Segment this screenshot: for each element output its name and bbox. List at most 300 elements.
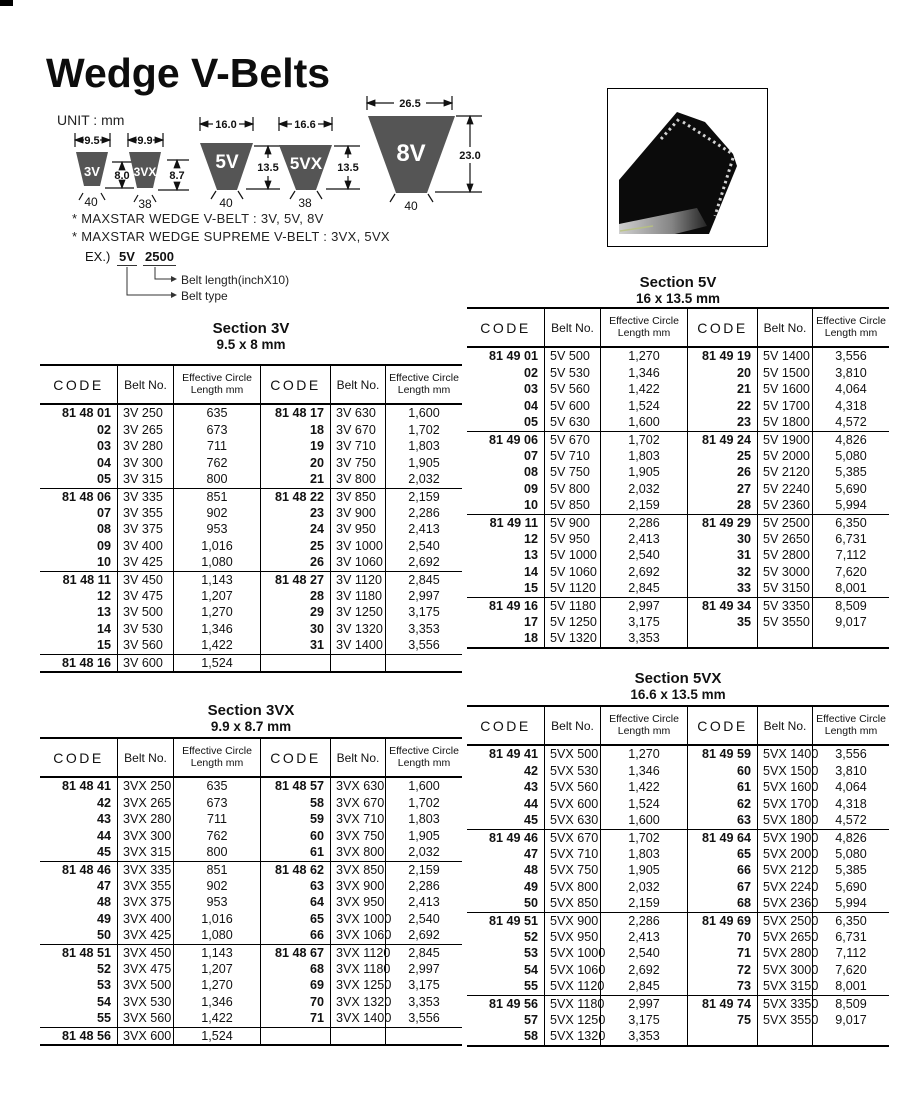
cell-code: 81 49 11 bbox=[489, 515, 538, 530]
cell-code: 28 bbox=[687, 497, 757, 514]
cell-belt-no: 3VX 425 bbox=[117, 927, 173, 944]
cell-belt-no: 3V 335 bbox=[117, 489, 173, 505]
header-belt-no: Belt No. bbox=[117, 739, 173, 776]
cell-belt-no: 5VX 3000 bbox=[757, 962, 812, 979]
section-3v-heading bbox=[40, 320, 462, 353]
cell-effective-length: 1,422 bbox=[600, 381, 687, 398]
example-belt-length-value: 2500 bbox=[145, 249, 174, 264]
table-row bbox=[467, 448, 889, 465]
cell-effective-length: 2,413 bbox=[385, 521, 462, 538]
table-row bbox=[467, 862, 889, 879]
dim-5v-width: 16.0 bbox=[215, 119, 237, 131]
cell-effective-length: 2,540 bbox=[385, 911, 462, 928]
table-row bbox=[40, 961, 462, 978]
table-row bbox=[467, 531, 889, 548]
cell-effective-length: 3,556 bbox=[812, 348, 889, 365]
cell-belt-no: 3VX 800 bbox=[330, 844, 385, 861]
cell-code: 45 bbox=[523, 813, 538, 828]
header-belt-no: Belt No. bbox=[544, 309, 600, 346]
cell-effective-length: 3,175 bbox=[385, 977, 462, 994]
cell-effective-length: 800 bbox=[173, 844, 260, 861]
cell-belt-no: 3V 425 bbox=[117, 554, 173, 571]
table-body bbox=[467, 348, 889, 647]
cell-belt-no: 3VX 1120 bbox=[330, 945, 385, 961]
cell-effective-length: 1,346 bbox=[173, 621, 260, 638]
cell-belt-no: 3V 530 bbox=[117, 621, 173, 638]
dim-8v-height: 23.0 bbox=[459, 150, 481, 162]
cell-belt-no: 5VX 1400 bbox=[757, 746, 812, 763]
cell-belt-no: 3VX 400 bbox=[117, 911, 173, 928]
table-row bbox=[40, 422, 462, 439]
cell-belt-no: 3VX 250 bbox=[117, 778, 173, 795]
cell-code: 71 bbox=[260, 1010, 330, 1027]
cell-code: 05 bbox=[96, 472, 111, 487]
cell-effective-length: 2,997 bbox=[600, 996, 687, 1012]
cell-code: 43 bbox=[96, 812, 111, 827]
cell-effective-length: 2,413 bbox=[385, 894, 462, 911]
cell-belt-no: 3VX 670 bbox=[330, 795, 385, 812]
cell-effective-length: 1,346 bbox=[600, 763, 687, 780]
angle-8v: 40 bbox=[404, 199, 418, 213]
cell-effective-length bbox=[385, 1028, 462, 1044]
cell-code: 81 48 67 bbox=[260, 945, 330, 961]
cell-code: 30 bbox=[260, 621, 330, 638]
cell-code: 81 48 01 bbox=[61, 406, 111, 420]
cell-belt-no: 3VX 900 bbox=[330, 878, 385, 895]
cell-code: 02 bbox=[96, 422, 111, 437]
table-row bbox=[467, 929, 889, 946]
cell-code: 15 bbox=[96, 638, 111, 653]
cell-code: 44 bbox=[523, 796, 538, 811]
header-effective-length: Effective Circle Length mm bbox=[173, 366, 260, 403]
cell-belt-no: 5VX 3550 bbox=[757, 1012, 812, 1029]
cell-effective-length bbox=[385, 655, 462, 671]
unit-label: UNIT : mm bbox=[57, 112, 125, 128]
cell-code: 22 bbox=[687, 398, 757, 415]
dim-5v-height: 13.5 bbox=[257, 162, 279, 174]
cell-effective-length: 5,385 bbox=[812, 862, 889, 879]
profile-5v-label: 5V bbox=[215, 152, 239, 173]
cell-belt-no: 5V 1900 bbox=[757, 432, 812, 448]
cell-belt-no: 5V 3150 bbox=[757, 580, 812, 597]
table-row bbox=[467, 497, 889, 514]
cell-belt-no bbox=[757, 1028, 812, 1045]
cell-effective-length: 3,556 bbox=[812, 746, 889, 763]
table-header-row bbox=[467, 707, 889, 746]
cell-effective-length: 8,509 bbox=[812, 598, 889, 614]
cell-effective-length: 2,159 bbox=[600, 895, 687, 912]
cell-code: 13 bbox=[523, 548, 538, 563]
table-row bbox=[467, 978, 889, 995]
cell-code: 64 bbox=[260, 894, 330, 911]
cell-code: 81 48 06 bbox=[61, 489, 111, 504]
cell-effective-length: 2,286 bbox=[600, 515, 687, 531]
table-row bbox=[467, 1028, 889, 1045]
cell-effective-length: 1,143 bbox=[173, 572, 260, 588]
cell-effective-length: 2,540 bbox=[600, 547, 687, 564]
cell-effective-length: 3,556 bbox=[385, 1010, 462, 1027]
cell-code: 17 bbox=[523, 614, 538, 629]
table-row bbox=[40, 621, 462, 638]
cell-belt-no: 5V 600 bbox=[544, 398, 600, 415]
section-title: Section 3VX bbox=[207, 702, 295, 719]
cell-effective-length: 4,572 bbox=[812, 812, 889, 829]
cell-effective-length: 7,112 bbox=[812, 547, 889, 564]
dim-5vx-width: 16.6 bbox=[294, 119, 316, 131]
cell-effective-length: 5,690 bbox=[812, 481, 889, 498]
cell-code: 59 bbox=[260, 811, 330, 828]
cell-belt-no: 3VX 1250 bbox=[330, 977, 385, 994]
section-title: Section 5VX bbox=[634, 670, 722, 687]
cell-code: 25 bbox=[687, 448, 757, 465]
section-5v-heading bbox=[467, 274, 889, 307]
table-row bbox=[40, 911, 462, 928]
cell-effective-length: 2,845 bbox=[385, 572, 462, 588]
cell-effective-length: 2,692 bbox=[600, 564, 687, 581]
cell-effective-length: 3,810 bbox=[812, 365, 889, 382]
cell-belt-no: 3VX 560 bbox=[117, 1010, 173, 1027]
cell-belt-no bbox=[330, 655, 385, 671]
header-code: CODE bbox=[480, 319, 531, 336]
page-title: Wedge V-Belts bbox=[46, 50, 331, 96]
cell-effective-length: 953 bbox=[173, 894, 260, 911]
cell-belt-no: 5VX 1500 bbox=[757, 763, 812, 780]
section-5v-table bbox=[467, 307, 889, 649]
cell-belt-no: 5V 950 bbox=[544, 531, 600, 548]
cell-belt-no: 3V 400 bbox=[117, 538, 173, 555]
cell-belt-no: 5V 1500 bbox=[757, 365, 812, 382]
cell-belt-no: 5VX 710 bbox=[544, 846, 600, 863]
cell-effective-length: 2,413 bbox=[600, 929, 687, 946]
cell-code: 61 bbox=[687, 779, 757, 796]
cell-belt-no: 5VX 1600 bbox=[757, 779, 812, 796]
cell-belt-no: 5VX 600 bbox=[544, 796, 600, 813]
cell-effective-length: 902 bbox=[173, 505, 260, 522]
cell-effective-length bbox=[812, 1028, 889, 1045]
table-body bbox=[40, 778, 462, 1044]
cell-code: 81 49 19 bbox=[687, 348, 757, 365]
cell-code: 03 bbox=[523, 382, 538, 397]
cell-effective-length: 7,112 bbox=[812, 945, 889, 962]
cell-effective-length: 2,692 bbox=[600, 962, 687, 979]
cell-belt-no: 5VX 1700 bbox=[757, 796, 812, 813]
header-effective-length: Effective Circle Length mm bbox=[385, 739, 462, 776]
cell-code: 81 48 17 bbox=[260, 405, 330, 422]
cell-belt-no: 5V 900 bbox=[544, 515, 600, 531]
cell-belt-no: 5V 2500 bbox=[757, 515, 812, 531]
header-belt-no: Belt No. bbox=[544, 707, 600, 744]
cell-code: 43 bbox=[523, 780, 538, 795]
cell-belt-no: 3VX 950 bbox=[330, 894, 385, 911]
cell-effective-length: 2,159 bbox=[600, 497, 687, 514]
cell-code: 09 bbox=[523, 481, 538, 496]
table-row bbox=[467, 348, 889, 365]
cell-code: 81 48 57 bbox=[260, 778, 330, 795]
cell-code: 53 bbox=[523, 946, 538, 961]
table-row bbox=[467, 912, 889, 929]
cell-effective-length: 1,207 bbox=[173, 588, 260, 605]
cell-effective-length: 1,422 bbox=[173, 1010, 260, 1027]
cell-effective-length: 2,997 bbox=[385, 588, 462, 605]
header-effective-length: Effective Circle Length mm bbox=[173, 739, 260, 776]
cell-code: 54 bbox=[96, 994, 111, 1009]
cell-code: 45 bbox=[96, 845, 111, 860]
cell-belt-no: 3VX 265 bbox=[117, 795, 173, 812]
header-code: CODE bbox=[260, 366, 330, 403]
cell-effective-length: 902 bbox=[173, 878, 260, 895]
cell-code: 61 bbox=[260, 844, 330, 861]
cell-effective-length: 2,286 bbox=[600, 913, 687, 929]
cell-belt-no: 3V 1000 bbox=[330, 538, 385, 555]
table-row bbox=[467, 464, 889, 481]
cell-belt-no: 5VX 2800 bbox=[757, 945, 812, 962]
cell-belt-no: 3VX 450 bbox=[117, 945, 173, 961]
cell-belt-no: 5VX 1320 bbox=[544, 1028, 600, 1045]
cell-code: 31 bbox=[260, 637, 330, 654]
cell-belt-no: 3V 250 bbox=[117, 405, 173, 422]
cell-code: 23 bbox=[687, 414, 757, 431]
cell-code: 81 49 74 bbox=[687, 996, 757, 1012]
table-row bbox=[467, 414, 889, 431]
cell-effective-length: 1,524 bbox=[600, 796, 687, 813]
cell-effective-length: 2,286 bbox=[385, 505, 462, 522]
header-belt-no: Belt No. bbox=[330, 739, 385, 776]
table-row bbox=[40, 878, 462, 895]
header-effective-length: Effective Circle Length mm bbox=[385, 366, 462, 403]
cell-code: 32 bbox=[687, 564, 757, 581]
cell-code: 72 bbox=[687, 962, 757, 979]
cell-belt-no: 3V 600 bbox=[117, 655, 173, 671]
cell-effective-length: 4,318 bbox=[812, 398, 889, 415]
cell-belt-no: 5V 3350 bbox=[757, 598, 812, 614]
dim-5vx-height: 13.5 bbox=[337, 162, 359, 174]
cell-belt-no: 5V 500 bbox=[544, 348, 600, 365]
table-row bbox=[467, 763, 889, 780]
table-row bbox=[40, 654, 462, 671]
cell-effective-length: 2,032 bbox=[600, 481, 687, 498]
cell-belt-no: 3V 1060 bbox=[330, 554, 385, 571]
cell-code: 10 bbox=[523, 498, 538, 513]
cell-belt-no: 5VX 1900 bbox=[757, 830, 812, 846]
cell-belt-no bbox=[330, 1028, 385, 1044]
profile-3v-label: 3V bbox=[84, 164, 100, 179]
cell-effective-length: 2,159 bbox=[385, 862, 462, 878]
table-row bbox=[40, 521, 462, 538]
cell-effective-length: 711 bbox=[173, 811, 260, 828]
table-row bbox=[467, 779, 889, 796]
cell-code: 67 bbox=[687, 879, 757, 896]
cell-belt-no: 5VX 530 bbox=[544, 763, 600, 780]
cell-code: 14 bbox=[523, 564, 538, 579]
table-row bbox=[467, 630, 889, 647]
cell-code: 21 bbox=[260, 471, 330, 488]
cell-code: 08 bbox=[96, 522, 111, 537]
profile-8v-label: 8V bbox=[396, 140, 426, 167]
cell-effective-length: 3,353 bbox=[385, 994, 462, 1011]
cell-code bbox=[260, 1028, 330, 1044]
table-row bbox=[40, 977, 462, 994]
cell-effective-length: 673 bbox=[173, 795, 260, 812]
cell-code: 04 bbox=[96, 455, 111, 470]
table-row bbox=[467, 995, 889, 1012]
cell-belt-no bbox=[757, 630, 812, 647]
table-row bbox=[467, 431, 889, 448]
cell-belt-no: 5VX 1060 bbox=[544, 962, 600, 979]
cell-code: 47 bbox=[523, 846, 538, 861]
cell-belt-no: 5VX 3350 bbox=[757, 996, 812, 1012]
cell-effective-length: 9,017 bbox=[812, 614, 889, 631]
cell-effective-length: 1,270 bbox=[600, 746, 687, 763]
header-code: CODE bbox=[687, 309, 757, 346]
cell-code: 20 bbox=[260, 455, 330, 472]
cell-effective-length: 1,702 bbox=[600, 830, 687, 846]
cell-effective-length: 1,422 bbox=[600, 779, 687, 796]
cell-effective-length: 3,353 bbox=[600, 630, 687, 647]
cell-effective-length: 1,803 bbox=[600, 846, 687, 863]
cell-belt-no: 3V 630 bbox=[330, 405, 385, 422]
cell-effective-length: 3,175 bbox=[385, 604, 462, 621]
cell-belt-no: 5VX 670 bbox=[544, 830, 600, 846]
table-row bbox=[40, 1010, 462, 1027]
cell-effective-length: 2,540 bbox=[600, 945, 687, 962]
cell-belt-no: 5VX 1250 bbox=[544, 1012, 600, 1029]
table-row bbox=[467, 398, 889, 415]
example-type-caption: Belt type bbox=[181, 289, 228, 303]
cell-code: 12 bbox=[96, 588, 111, 603]
cell-code: 27 bbox=[687, 481, 757, 498]
section-3vx-heading bbox=[40, 702, 462, 735]
cell-code: 81 49 56 bbox=[488, 996, 538, 1011]
table-body bbox=[40, 405, 462, 671]
cell-effective-length: 2,159 bbox=[385, 489, 462, 505]
table-row bbox=[40, 455, 462, 472]
table-header-row bbox=[467, 309, 889, 348]
cell-effective-length: 4,064 bbox=[812, 779, 889, 796]
cell-effective-length: 2,845 bbox=[385, 945, 462, 961]
cell-effective-length: 1,803 bbox=[385, 811, 462, 828]
cell-belt-no: 5V 2650 bbox=[757, 531, 812, 548]
section-3vx-table bbox=[40, 737, 462, 1046]
angle-5v: 40 bbox=[219, 196, 233, 210]
cell-effective-length: 5,690 bbox=[812, 879, 889, 896]
cell-effective-length: 1,905 bbox=[600, 862, 687, 879]
cell-effective-length: 1,270 bbox=[173, 604, 260, 621]
cell-code: 18 bbox=[523, 631, 538, 646]
table-row bbox=[467, 829, 889, 846]
cell-effective-length: 6,731 bbox=[812, 929, 889, 946]
cell-effective-length: 1,600 bbox=[385, 405, 462, 422]
cell-code: 14 bbox=[96, 621, 111, 636]
cell-effective-length: 1,016 bbox=[173, 538, 260, 555]
table-row bbox=[467, 481, 889, 498]
cell-effective-length: 673 bbox=[173, 422, 260, 439]
dim-8v-width: 26.5 bbox=[399, 98, 421, 110]
cell-belt-no: 3VX 280 bbox=[117, 811, 173, 828]
cell-code: 31 bbox=[687, 547, 757, 564]
example-length-caption: Belt length(inchX10) bbox=[181, 273, 290, 287]
table-row bbox=[40, 927, 462, 944]
cell-effective-length: 1,270 bbox=[600, 348, 687, 365]
table-row bbox=[40, 637, 462, 654]
cell-code: 24 bbox=[260, 521, 330, 538]
cell-code: 47 bbox=[96, 878, 111, 893]
cell-effective-length: 7,620 bbox=[812, 962, 889, 979]
cell-code: 50 bbox=[96, 928, 111, 943]
cell-belt-no: 3VX 530 bbox=[117, 994, 173, 1011]
table-row bbox=[40, 604, 462, 621]
cell-code: 75 bbox=[687, 1012, 757, 1029]
cell-effective-length: 953 bbox=[173, 521, 260, 538]
cell-code bbox=[687, 630, 757, 647]
table-row bbox=[467, 614, 889, 631]
cell-code: 62 bbox=[687, 796, 757, 813]
cell-effective-length: 1,702 bbox=[600, 432, 687, 448]
cell-belt-no: 5V 670 bbox=[544, 432, 600, 448]
cell-code: 09 bbox=[96, 538, 111, 553]
cell-effective-length: 800 bbox=[173, 471, 260, 488]
cell-effective-length: 7,620 bbox=[812, 564, 889, 581]
table-row bbox=[467, 547, 889, 564]
cell-code: 81 48 16 bbox=[61, 655, 111, 670]
angle-3v: 40 bbox=[84, 195, 98, 209]
cell-code: 81 48 62 bbox=[260, 862, 330, 878]
section-dimensions: 16.6 x 13.5 mm bbox=[630, 687, 726, 702]
cell-code: 81 49 24 bbox=[687, 432, 757, 448]
cell-belt-no: 3V 315 bbox=[117, 471, 173, 488]
cell-effective-length: 8,001 bbox=[812, 978, 889, 995]
table-row bbox=[467, 514, 889, 531]
table-row bbox=[40, 471, 462, 488]
header-belt-no: Belt No. bbox=[757, 707, 812, 744]
cell-code: 08 bbox=[523, 465, 538, 480]
cell-code: 03 bbox=[96, 439, 111, 454]
cell-belt-no: 5VX 2360 bbox=[757, 895, 812, 912]
table-header-row bbox=[40, 366, 462, 405]
table-row bbox=[40, 944, 462, 961]
cell-code: 49 bbox=[96, 911, 111, 926]
cell-code: 35 bbox=[687, 614, 757, 631]
belt-photo-image bbox=[617, 98, 757, 236]
table-row bbox=[40, 994, 462, 1011]
cell-belt-no: 5V 1400 bbox=[757, 348, 812, 365]
cell-belt-no: 3VX 475 bbox=[117, 961, 173, 978]
table-row bbox=[40, 438, 462, 455]
cell-belt-no: 5V 530 bbox=[544, 365, 600, 382]
cell-effective-length: 3,810 bbox=[812, 763, 889, 780]
cell-effective-length: 851 bbox=[173, 862, 260, 878]
cell-code: 57 bbox=[523, 1012, 538, 1027]
cell-code: 52 bbox=[523, 929, 538, 944]
cell-code: 81 48 51 bbox=[61, 945, 111, 960]
cell-belt-no: 3VX 710 bbox=[330, 811, 385, 828]
cell-code bbox=[260, 655, 330, 671]
cell-effective-length: 1,080 bbox=[173, 927, 260, 944]
cell-belt-no: 3V 280 bbox=[117, 438, 173, 455]
cell-belt-no: 3V 710 bbox=[330, 438, 385, 455]
table-row bbox=[467, 580, 889, 597]
table-row bbox=[467, 879, 889, 896]
cell-code: 70 bbox=[687, 929, 757, 946]
cell-code: 02 bbox=[523, 365, 538, 380]
cell-effective-length: 8,001 bbox=[812, 580, 889, 597]
cell-effective-length: 4,826 bbox=[812, 830, 889, 846]
table-row bbox=[40, 538, 462, 555]
cell-code: 81 49 16 bbox=[488, 598, 538, 613]
cell-code: 58 bbox=[523, 1029, 538, 1044]
header-effective-length: Effective Circle Length mm bbox=[812, 707, 889, 744]
cell-effective-length: 1,207 bbox=[173, 961, 260, 978]
cell-belt-no: 5V 2240 bbox=[757, 481, 812, 498]
